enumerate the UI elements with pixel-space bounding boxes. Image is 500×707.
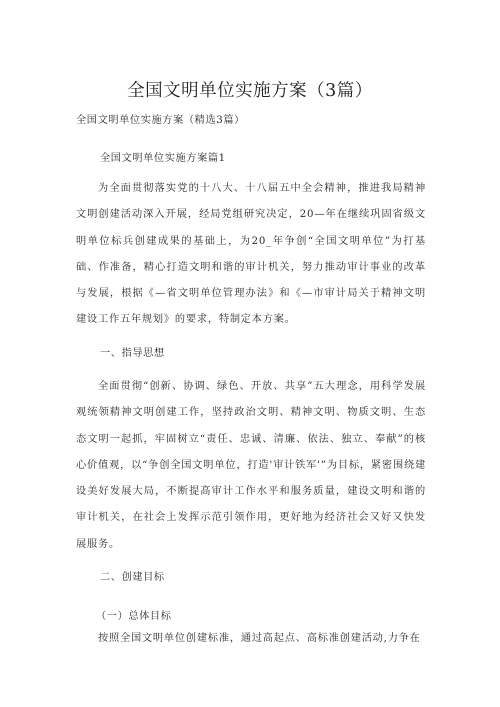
paragraph-guiding-ideology: 全面贯彻“创新、协调、绿色、开放、共享”五大理念，用科学发展观统领精神文明创建工作，坚持政治文明、精神文明、物质文明、生态态文明一起抓，牢固树立“责任、忠诚、清廉、依法、独立、奉献”的核心价值观，以“争创全国文明单位，打造'审计铁军'”为目标，紧密围绕建设美好发展大局，不断提高审计工作水平和服务质量，建设文明和谐的审计机关，在社会上发挥示范引领作用，更好地为经济社会又好又快发展服务。 (76, 381, 426, 550)
document-subtitle: 全国文明单位实施方案（精选3篇） (76, 115, 245, 126)
document-title: 全国文明单位实施方案（3篇） (127, 81, 373, 101)
heading-guiding-ideology: 一、指导思想 (100, 348, 165, 359)
heading-overall-goals: （一）总体目标 (96, 611, 172, 622)
heading-creation-goals: 二、创建目标 (100, 572, 165, 583)
paragraph-overall-goals: 按照全国文明单位创建标准，通过高起点、高标准创建活动,力争在 (98, 633, 421, 644)
paragraph-intro: 为全面贯彻落实党的十八大、十八届五中全会精神，推进我局精神文明创建活动深入开展，经局党组研究决定，20—年在继续巩固省级文明单位标兵创建成果的基础上，为20_年争创“全国文明单位”为打基础、作准备，精心打造文明和谐的审计机关，努力推动审计事业的改革与发展，根据《—省文明单位管理办法》和《—市审计局关于精神文明建设工作五年规划》的要求，特制定本方案。 (76, 183, 426, 326)
section-title: 全国文明单位实施方案篇1 (100, 153, 226, 164)
